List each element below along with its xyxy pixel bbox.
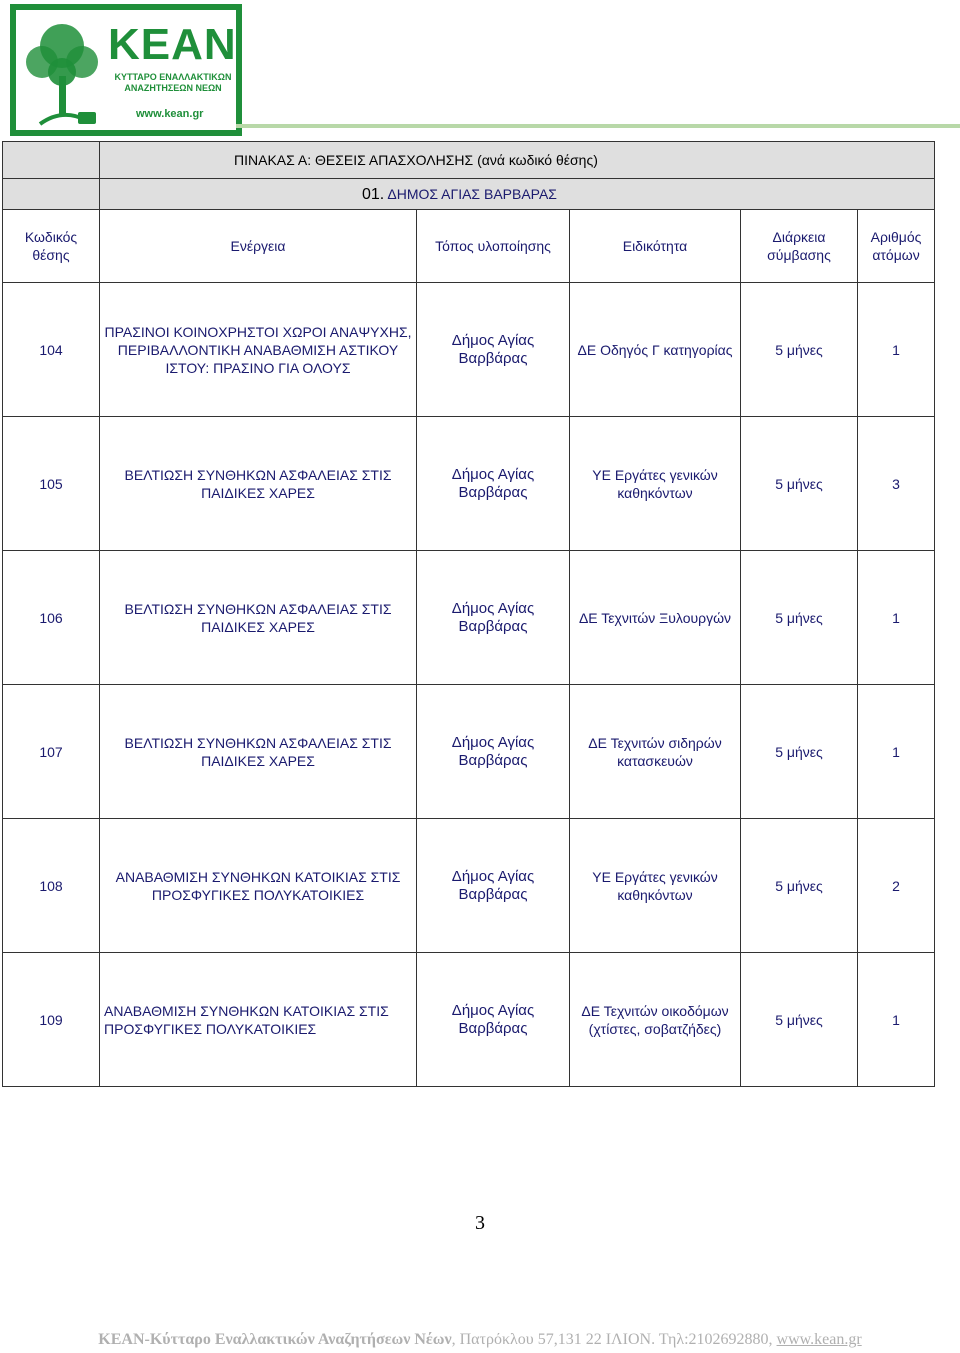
cell-duration: 5 μήνες bbox=[741, 283, 858, 417]
cell-code: 105 bbox=[3, 417, 100, 551]
cell-duration: 5 μήνες bbox=[741, 551, 858, 685]
cell-activity: ΑΝΑΒΑΘΜΙΣΗ ΣΥΝΘΗΚΩΝ ΚΑΤΟΙΚΙΑΣ ΣΤΙΣ ΠΡΟΣΦΥΓΙΚΕΣ ΠΟΛΥΚΑΤΟΙΚΙΕΣ bbox=[100, 819, 417, 953]
positions-table bbox=[2, 141, 935, 1087]
header-count: Αριθμός ατόμων bbox=[858, 210, 935, 283]
tree-icon bbox=[20, 16, 106, 134]
header-rule bbox=[236, 124, 960, 128]
cell-place: Δήμος Αγίας Βαρβάρας bbox=[417, 953, 570, 1087]
cell-place: Δήμος Αγίας Βαρβάρας bbox=[417, 551, 570, 685]
cell-specialty: ΔΕ Οδηγός Γ κατηγορίας bbox=[570, 283, 741, 417]
cell-activity: ΒΕΛΤΙΩΣΗ ΣΥΝΘΗΚΩΝ ΑΣΦΑΛΕΙΑΣ ΣΤΙΣ ΠΑΙΔΙΚΕΣ ΧΑΡΕΣ bbox=[100, 551, 417, 685]
cell-duration: 5 μήνες bbox=[741, 819, 858, 953]
kean-logo bbox=[10, 4, 242, 136]
cell-count: 1 bbox=[858, 685, 935, 819]
cell-specialty: ΥΕ Εργάτες γενικών καθηκόντων bbox=[570, 417, 741, 551]
page-number: 3 bbox=[475, 1212, 485, 1234]
section-heading bbox=[100, 179, 935, 210]
cell-count: 3 bbox=[858, 417, 935, 551]
cell-code: 108 bbox=[3, 819, 100, 953]
cell-activity: ΒΕΛΤΙΩΣΗ ΣΥΝΘΗΚΩΝ ΑΣΦΑΛΕΙΑΣ ΣΤΙΣ ΠΑΙΔΙΚΕΣ ΧΑΡΕΣ bbox=[100, 417, 417, 551]
cell-specialty: ΔΕ Τεχνιτών σιδηρών κατασκευών bbox=[570, 685, 741, 819]
cell-code: 104 bbox=[3, 283, 100, 417]
footer-address: , Πατρόκλου 57,131 22 ΙΛΙΟΝ. Τηλ:2102692880, bbox=[451, 1331, 773, 1348]
cell-count: 1 bbox=[858, 551, 935, 685]
cell-activity: ΒΕΛΤΙΩΣΗ ΣΥΝΘΗΚΩΝ ΑΣΦΑΛΕΙΑΣ ΣΤΙΣ ΠΑΙΔΙΚΕΣ ΧΑΡΕΣ bbox=[100, 685, 417, 819]
cell-code: 109 bbox=[3, 953, 100, 1087]
section-row bbox=[3, 179, 935, 210]
table-row bbox=[3, 417, 935, 551]
cell-specialty: ΔΕ Τεχνιτών οικοδόμων (χτίστες, σοβατζήδες) bbox=[570, 953, 741, 1087]
cell-duration: 5 μήνες bbox=[741, 953, 858, 1087]
section-name: ΔΗΜΟΣ ΑΓΙΑΣ ΒΑΡΒΑΡΑΣ bbox=[387, 185, 557, 202]
cell-specialty: ΥΕ Εργάτες γενικών καθηκόντων bbox=[570, 819, 741, 953]
cell-place: Δήμος Αγίας Βαρβάρας bbox=[417, 283, 570, 417]
cell-place: Δήμος Αγίας Βαρβάρας bbox=[417, 819, 570, 953]
table-row bbox=[3, 819, 935, 953]
cell-activity: ΠΡΑΣΙΝΟΙ ΚΟΙΝΟΧΡΗΣΤΟΙ ΧΩΡΟΙ ΑΝΑΨΥΧΗΣ, ΠΕΡΙΒΑΛΛΟΝΤΙΚΗ ΑΝΑΒΑΘΜΙΣΗ ΑΣΤΙΚΟΥ ΙΣΤΟΥ: ΠΡΑΣΙΝΟ ΓΙΑ ΟΛΟΥΣ bbox=[100, 283, 417, 417]
cell-code: 106 bbox=[3, 551, 100, 685]
cell-count: 2 bbox=[858, 819, 935, 953]
cell-duration: 5 μήνες bbox=[741, 417, 858, 551]
table-row bbox=[3, 685, 935, 819]
logo-subtitle: ΚΥΤΤΑΡΟ ΕΝΑΛΛΑΚΤΙΚΩΝ ΑΝΑΖΗΤΗΣΕΩΝ ΝΕΩΝ bbox=[114, 72, 232, 93]
cell-specialty: ΔΕ Τεχνιτών Ξυλουργών bbox=[570, 551, 741, 685]
cell-place: Δήμος Αγίας Βαρβάρας bbox=[417, 685, 570, 819]
header-code: Κωδικός θέσης bbox=[3, 210, 100, 283]
footer-link[interactable]: www.kean.gr bbox=[776, 1331, 862, 1348]
logo-url: www.kean.gr bbox=[136, 108, 204, 120]
header-row bbox=[3, 210, 935, 283]
table-row bbox=[3, 551, 935, 685]
header-place: Τόπος υλοποίησης bbox=[417, 210, 570, 283]
table-row bbox=[3, 953, 935, 1087]
section-number: 01. bbox=[362, 185, 385, 203]
table-title: ΠΙΝΑΚΑΣ Α: ΘΕΣΕΙΣ ΑΠΑΣΧΟΛΗΣΗΣ (ανά κωδικό θέσης) bbox=[100, 142, 935, 179]
cell-place: Δήμος Αγίας Βαρβάρας bbox=[417, 417, 570, 551]
header-activity: Ενέργεια bbox=[100, 210, 417, 283]
page-footer bbox=[0, 1331, 960, 1349]
cell-count: 1 bbox=[858, 283, 935, 417]
header-duration: Διάρκεια σύμβασης bbox=[741, 210, 858, 283]
header-specialty: Ειδικότητα bbox=[570, 210, 741, 283]
logo-title: ΚΕΑΝ bbox=[108, 20, 237, 69]
cell-count: 1 bbox=[858, 953, 935, 1087]
footer-org: ΚΕΑΝ-Κύτταρο Εναλλακτικών Αναζητήσεων Νέων bbox=[98, 1331, 452, 1348]
table-row bbox=[3, 283, 935, 417]
table-title-row bbox=[3, 142, 935, 179]
cell-duration: 5 μήνες bbox=[741, 685, 858, 819]
cell-activity: ΑΝΑΒΑΘΜΙΣΗ ΣΥΝΘΗΚΩΝ ΚΑΤΟΙΚΙΑΣ ΣΤΙΣ ΠΡΟΣΦΥΓΙΚΕΣ ΠΟΛΥΚΑΤΟΙΚΙΕΣ bbox=[100, 953, 417, 1087]
cell-code: 107 bbox=[3, 685, 100, 819]
